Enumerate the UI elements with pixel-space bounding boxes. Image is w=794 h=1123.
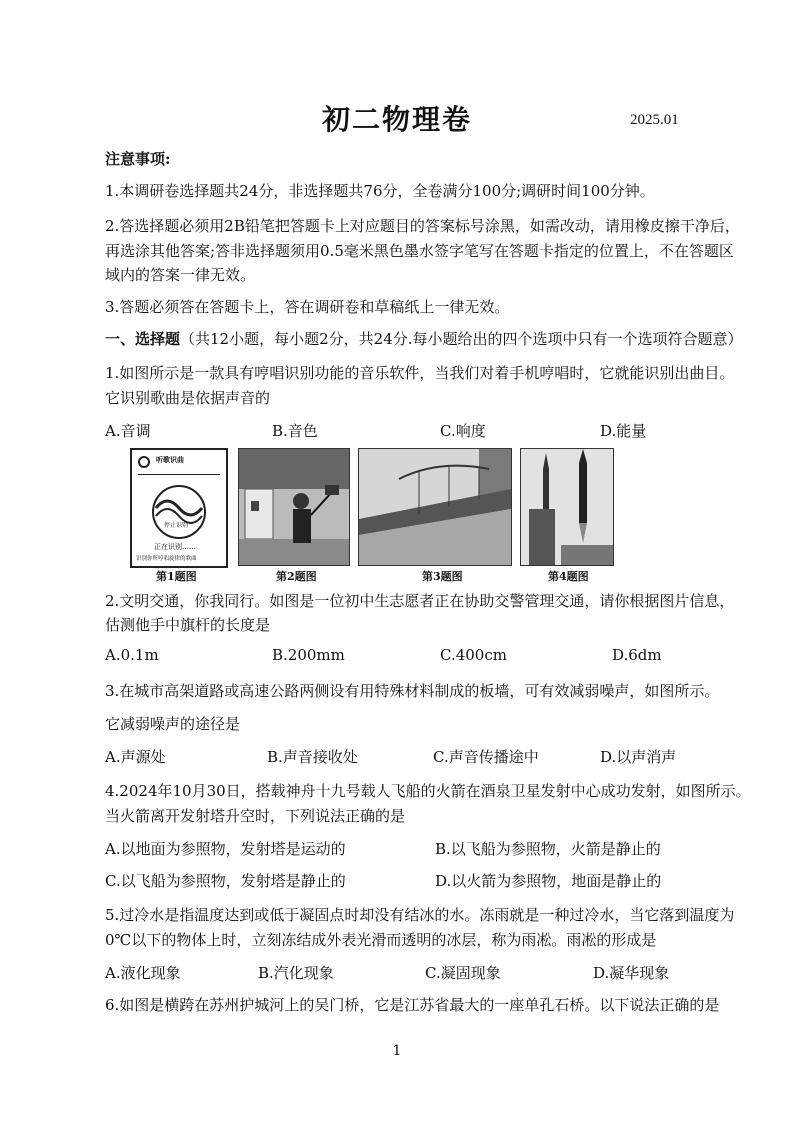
figure-2-photo [238, 448, 350, 566]
recognition-hint: 识别你所哼唱旋律的歌曲 [136, 556, 197, 562]
question-3-option-c: C.声音传播途中 [433, 748, 539, 766]
section-note: （共12小题，每小题2分，共24分.每小题给出的四个选项中只有一个选项符合题意） [180, 330, 743, 348]
question-6-stem: 6.如图是横跨在苏州护城河上的吴门桥，它是江苏省最大的一座单孔石桥。以下说法正确的是 [105, 996, 720, 1014]
app-name: 听歌识曲 [156, 455, 184, 464]
question-1-option-c: C.响度 [440, 422, 486, 440]
question-1-stem: 它识别歌曲是依据声音的 [105, 389, 271, 407]
question-2-stem: 2.文明交通，你我同行。如图是一位初中生志愿者正在协助交警管理交通，请你根据图片信息， [105, 592, 735, 610]
notice-line: 1.本调研卷选择题共24分，非选择题共76分，全卷满分100分;调研时间100分钟。 [105, 182, 655, 200]
question-3-stem: 它减弱噪声的途径是 [105, 715, 241, 733]
question-2-option-b: B.200mm [272, 646, 345, 664]
figure-1-caption: 第1题图 [156, 570, 197, 583]
question-1-option-b: B.音色 [272, 422, 318, 440]
question-5-stem: 5.过冷水是指温度达到或低于凝固点时却没有结冰的水。冻雨就是一种过冷水，当它落到温度为 [105, 906, 735, 924]
figure-3-caption: 第3题图 [422, 570, 463, 583]
question-5-option-d: D.凝华现象 [593, 964, 670, 982]
question-5-option-a: A.液化现象 [105, 964, 181, 982]
notice-line: 再选涂其他答案;答非选择题须用0.5毫米黑色墨水签字笔写在答题卡指定的位置上，不在答题区 [105, 242, 734, 260]
figure-1-app-screen [130, 448, 228, 568]
figure-strip [130, 448, 630, 588]
question-5-option-b: B.汽化现象 [258, 964, 334, 982]
exam-date: 2025.01 [630, 112, 679, 128]
question-4-option-b: B.以飞船为参照物，火箭是静止的 [435, 840, 661, 858]
figure-2-caption: 第2题图 [276, 570, 317, 583]
question-4-option-a: A.以地面为参照物，发射塔是运动的 [105, 840, 346, 858]
question-5-stem: 0℃以下的物体上时，立刻冻结成外表光滑而透明的冰层，称为雨凇。雨凇的形成是 [105, 931, 657, 949]
question-1-stem: 1.如图所示是一款具有哼唱识别功能的音乐软件，当我们对着手机哼唱时，它就能识别出曲目。 [105, 364, 735, 382]
question-5-option-c: C.凝固现象 [425, 964, 501, 982]
section-title: 一、选择题 [105, 330, 181, 348]
notice-line: 2.答选择题必须用2B铅笔把答题卡上对应题目的答案标号涂黑，如需改动，请用橡皮擦干净后， [105, 217, 740, 235]
volunteer-photo-graphic [239, 449, 349, 565]
question-2-option-c: C.400cm [440, 646, 507, 664]
question-2-stem: 估测他手中旗杆的长度是 [105, 616, 271, 634]
page-number: 1 [392, 1043, 402, 1059]
question-4-option-d: D.以火箭为参照物，地面是静止的 [435, 872, 662, 890]
question-3-option-b: B.声音接收处 [267, 748, 358, 766]
notice-heading: 注意事项: [105, 150, 171, 168]
question-3-stem: 3.在城市高架道路或高速公路两侧设有用特殊材料制成的板墙，可有效减弱噪声，如图所示。 [105, 682, 720, 700]
question-1-option-a: A.音调 [105, 422, 151, 440]
notice-line: 3.答题必须答在答题卡上，答在调研卷和草稿纸上一律无效。 [105, 298, 510, 316]
figure-3-photo [358, 448, 512, 566]
question-1-option-d: D.能量 [600, 422, 647, 440]
recognition-status: 正在识别…… [154, 543, 196, 551]
question-3-option-d: D.以声消声 [600, 748, 677, 766]
stop-recognition-button: 停止识别 [164, 522, 189, 529]
figure-4-photo [520, 448, 614, 566]
question-2-option-a: A.0.1m [105, 646, 159, 664]
figure-4-caption: 第4题图 [548, 570, 589, 583]
section-header [105, 328, 743, 349]
highway-barrier-graphic [359, 449, 511, 565]
notice-line: 域内的答案一律无效。 [105, 266, 256, 284]
question-4-option-c: C.以飞船为参照物，发射塔是静止的 [105, 872, 346, 890]
rocket-launch-graphic [521, 449, 613, 565]
exam-title: 初二物理卷 [321, 103, 472, 136]
question-4-stem: 4.2024年10月30日，搭载神舟十九号载人飞船的火箭在酒泉卫星发射中心成功发射，如图所示。 [105, 782, 751, 800]
question-4-stem: 当火箭离开发射塔升空时，下列说法正确的是 [105, 807, 406, 825]
question-2-option-d: D.6dm [612, 646, 662, 664]
question-3-option-a: A.声源处 [105, 748, 166, 766]
